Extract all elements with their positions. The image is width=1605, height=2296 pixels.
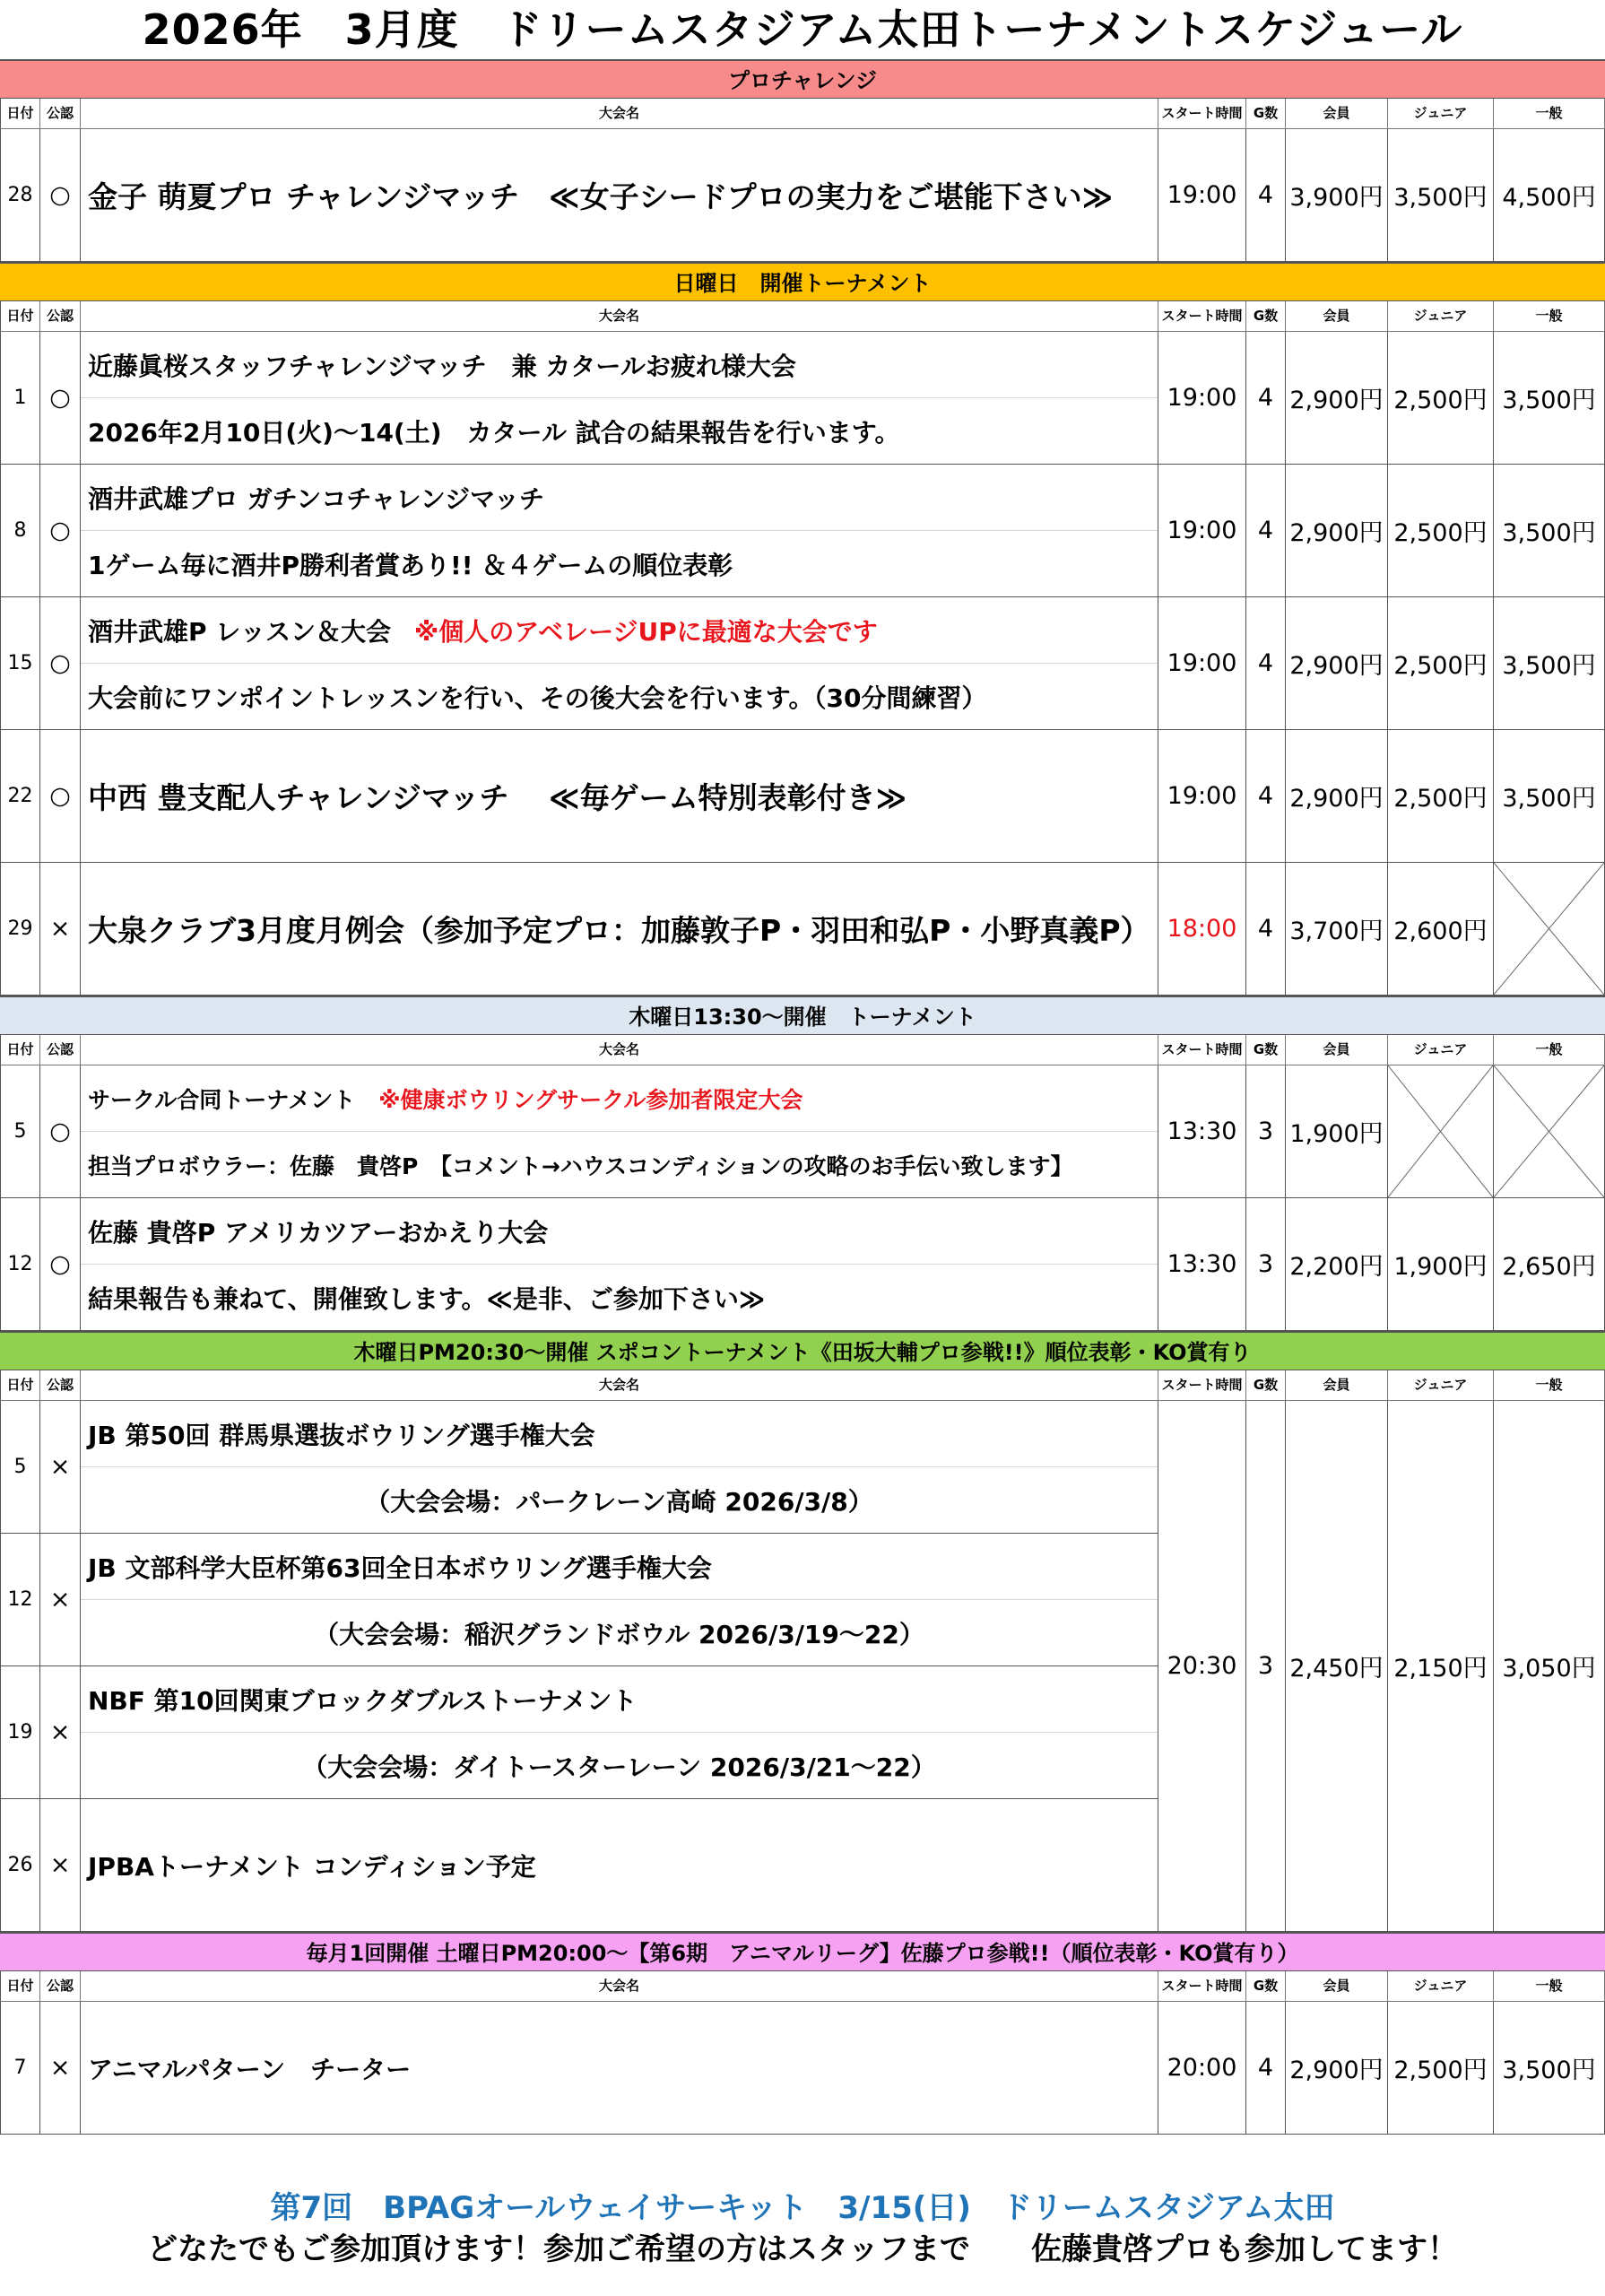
fee-general-na xyxy=(1494,863,1605,995)
event-text: 2026年2月10日(火)～14(土) カタール 試合の結果報告を行います。 xyxy=(88,417,900,448)
column-header-date: 日付 xyxy=(0,301,40,331)
fee-member: 2,900円 xyxy=(1286,332,1388,464)
column-header-date: 日付 xyxy=(0,1035,40,1065)
event-line xyxy=(81,663,1158,729)
column-header xyxy=(0,1971,1605,2002)
event-line xyxy=(81,863,1158,995)
section-banner: 毎月1回開催 土曜日PM20:00～【第6期 アニマルリーグ】佐藤プロ参戦!!（順位表彰・KO賞有り） xyxy=(0,1932,1605,1971)
public-mark: × xyxy=(40,1401,81,1533)
fee-member: 2,200円 xyxy=(1286,1198,1388,1330)
table-row xyxy=(0,1065,1605,1198)
event-name-cell xyxy=(81,1534,1158,1665)
fee-general: 3,500円 xyxy=(1494,332,1605,464)
column-header-general: 一般 xyxy=(1494,99,1605,128)
column-header-games: G数 xyxy=(1246,1035,1286,1065)
section-banner: プロチャレンジ xyxy=(0,59,1605,99)
event-text: サークル合同トーナメント xyxy=(88,1086,356,1113)
event-text: 佐藤 貴啓P アメリカツアーおかえり大会 xyxy=(88,1217,549,1248)
public-mark: × xyxy=(40,1534,81,1665)
column-header-start: スタート時間 xyxy=(1158,301,1246,331)
event-text: 1ゲーム毎に酒井P勝利者賞あり!! ＆４ゲームの順位表彰 xyxy=(88,550,733,580)
merged-games: 3 xyxy=(1246,1401,1286,1931)
column-header xyxy=(0,1035,1605,1065)
column-header-name: 大会名 xyxy=(81,301,1158,331)
event-line xyxy=(81,1799,1158,1931)
event-text: 金子 萌夏プロ チャレンジマッチ ≪女子シードプロの実力をご堪能下さい≫ xyxy=(88,179,1114,214)
table-row xyxy=(0,1198,1605,1331)
section-body xyxy=(0,332,1605,996)
event-name-cell xyxy=(81,129,1158,261)
column-header-start: スタート時間 xyxy=(1158,1035,1246,1065)
start-time: 18:00 xyxy=(1158,863,1246,995)
event-text: 大会前にワンポイントレッスンを行い、その後大会を行います。（30分間練習） xyxy=(88,683,987,713)
fee-junior-na xyxy=(1388,1065,1494,1197)
column-header-games: G数 xyxy=(1246,1370,1286,1400)
fee-general: 3,500円 xyxy=(1494,465,1605,596)
footer-line-2: どなたでもご参加頂けます！参加ご希望の方はスタッフまで 佐藤貴啓プロも参加してます！ xyxy=(147,2231,1458,2267)
date-cell: 19 xyxy=(0,1666,40,1798)
event-name-cell xyxy=(81,1401,1158,1533)
event-text: （大会会場：ダイトースターレーン 2026/3/21～22） xyxy=(302,1752,936,1782)
section-body xyxy=(0,1065,1605,1331)
fee-junior: 2,500円 xyxy=(1388,730,1494,862)
event-line xyxy=(81,1198,1158,1264)
event-text: 中西 豊支配人チャレンジマッチ ≪毎ゲーム特別表彰付き≫ xyxy=(88,780,907,815)
games-count: 4 xyxy=(1246,129,1286,261)
fee-member: 2,900円 xyxy=(1286,2002,1388,2134)
event-line xyxy=(81,1131,1158,1197)
event-line xyxy=(81,1599,1158,1665)
cross-mark-icon xyxy=(1494,1065,1604,1197)
event-line xyxy=(81,2002,1158,2134)
cross-mark-icon xyxy=(1494,863,1604,995)
event-text: 酒井武雄プロ ガチンコチャレンジマッチ xyxy=(88,483,544,514)
event-name-cell xyxy=(81,597,1158,729)
public-mark: ○ xyxy=(40,1065,81,1197)
column-header-games: G数 xyxy=(1246,1971,1286,2001)
event-name-cell xyxy=(81,1799,1158,1931)
event-name-cell xyxy=(81,1666,1158,1798)
fee-member: 2,900円 xyxy=(1286,465,1388,596)
event-text: JB 文部科学大臣杯第63回全日本ボウリング選手権大会 xyxy=(88,1552,712,1583)
games-count: 4 xyxy=(1246,332,1286,464)
public-mark: × xyxy=(40,1666,81,1798)
date-cell: 29 xyxy=(0,863,40,995)
column-header-general: 一般 xyxy=(1494,1035,1605,1065)
fee-member: 3,900円 xyxy=(1286,129,1388,261)
table-row xyxy=(0,2002,1605,2135)
event-text: （大会会場：稲沢グランドボウル 2026/3/19～22） xyxy=(314,1619,924,1649)
page-title: 2026年 3月度 ドリームスタジアム太田トーナメントスケジュール xyxy=(142,5,1463,54)
column-header-date: 日付 xyxy=(0,1971,40,2001)
event-text: 大泉クラブ3月度月例会（参加予定プロ：加藤敦子P・羽田和弘P・小野真義P） xyxy=(88,913,1150,948)
public-mark: ○ xyxy=(40,597,81,729)
event-name-cell xyxy=(81,465,1158,596)
column-header-start: スタート時間 xyxy=(1158,1971,1246,2001)
event-text: 結果報告も兼ねて、開催致します。≪是非、ご参加下さい≫ xyxy=(88,1283,766,1314)
fee-member: 1,900円 xyxy=(1286,1065,1388,1197)
public-mark: ○ xyxy=(40,332,81,464)
start-time: 19:00 xyxy=(1158,332,1246,464)
footer-line-1: 第7回 BPAGオールウェイサーキット 3/15(日) ドリームスタジアム太田 xyxy=(270,2190,1335,2226)
fee-member: 3,700円 xyxy=(1286,863,1388,995)
section-body xyxy=(0,2002,1605,2135)
fee-junior: 2,500円 xyxy=(1388,597,1494,729)
column-header-date: 日付 xyxy=(0,1370,40,1400)
public-mark: × xyxy=(40,2002,81,2134)
games-count: 4 xyxy=(1246,465,1286,596)
section-banner: 日曜日 開催トーナメント xyxy=(0,262,1605,301)
fee-junior: 2,500円 xyxy=(1388,465,1494,596)
cross-mark-icon xyxy=(1388,1065,1493,1197)
date-cell: 28 xyxy=(0,129,40,261)
date-cell: 22 xyxy=(0,730,40,862)
event-line xyxy=(81,597,1158,663)
event-line xyxy=(81,1401,1158,1466)
fee-junior: 2,600円 xyxy=(1388,863,1494,995)
event-line xyxy=(81,530,1158,596)
event-name-cell xyxy=(81,863,1158,995)
start-time: 19:00 xyxy=(1158,129,1246,261)
event-name-cell xyxy=(81,332,1158,464)
fee-general: 2,650円 xyxy=(1494,1198,1605,1330)
start-time: 13:30 xyxy=(1158,1198,1246,1330)
column-header-public: 公認 xyxy=(40,1035,81,1065)
column-header xyxy=(0,1370,1605,1401)
date-cell: 7 xyxy=(0,2002,40,2134)
merged-start: 20:30 xyxy=(1158,1401,1246,1931)
start-time: 13:30 xyxy=(1158,1065,1246,1197)
date-cell: 5 xyxy=(0,1401,40,1533)
column-header-name: 大会名 xyxy=(81,1370,1158,1400)
event-line xyxy=(81,1065,1158,1131)
column-header-junior: ジュニア xyxy=(1388,1971,1494,2001)
merged-general: 3,050円 xyxy=(1494,1401,1605,1931)
table-row xyxy=(0,730,1605,863)
games-count: 3 xyxy=(1246,1065,1286,1197)
column-header-member: 会員 xyxy=(1286,1971,1388,2001)
fee-general: 3,500円 xyxy=(1494,597,1605,729)
event-text: アニマルパターン チーター xyxy=(88,2054,412,2084)
event-line xyxy=(81,1534,1158,1599)
date-cell: 12 xyxy=(0,1198,40,1330)
date-cell: 1 xyxy=(0,332,40,464)
public-mark: ○ xyxy=(40,129,81,261)
section-body xyxy=(0,129,1605,262)
start-time: 19:00 xyxy=(1158,730,1246,862)
column-header-general: 一般 xyxy=(1494,301,1605,331)
event-text: 担当プロボウラー：佐藤 貴啓P 【コメント→ハウスコンディションの攻略のお手伝い致します】 xyxy=(88,1152,1073,1179)
column-header-name: 大会名 xyxy=(81,1035,1158,1065)
event-line xyxy=(81,1666,1158,1732)
column-header-start: スタート時間 xyxy=(1158,1370,1246,1400)
start-time: 19:00 xyxy=(1158,597,1246,729)
public-mark: ○ xyxy=(40,465,81,596)
start-time: 19:00 xyxy=(1158,465,1246,596)
column-header-member: 会員 xyxy=(1286,1035,1388,1065)
event-text: NBF 第10回関東ブロックダブルストーナメント xyxy=(88,1685,638,1716)
event-line xyxy=(81,1466,1158,1533)
games-count: 4 xyxy=(1246,2002,1286,2134)
fee-member: 2,900円 xyxy=(1286,730,1388,862)
event-line xyxy=(81,397,1158,464)
public-mark: × xyxy=(40,1799,81,1931)
event-text: 酒井武雄P レッスン＆大会 xyxy=(88,616,391,647)
table-row xyxy=(0,129,1605,262)
footer xyxy=(0,2188,1605,2271)
event-name-cell xyxy=(81,1198,1158,1330)
fee-general: 3,500円 xyxy=(1494,2002,1605,2134)
table-row xyxy=(0,465,1605,597)
column-header-public: 公認 xyxy=(40,99,81,128)
date-cell: 5 xyxy=(0,1065,40,1197)
schedule-table xyxy=(0,59,1605,2135)
column-header-public: 公認 xyxy=(40,301,81,331)
merged-member: 2,450円 xyxy=(1286,1401,1388,1931)
event-text: 近藤眞桜スタッフチャレンジマッチ 兼 カタールお疲れ様大会 xyxy=(88,351,796,381)
fee-general: 4,500円 xyxy=(1494,129,1605,261)
merged-junior: 2,150円 xyxy=(1388,1401,1494,1931)
column-header-general: 一般 xyxy=(1494,1971,1605,2001)
column-header-date: 日付 xyxy=(0,99,40,128)
event-name-cell xyxy=(81,2002,1158,2134)
column-header-member: 会員 xyxy=(1286,301,1388,331)
column-header-name: 大会名 xyxy=(81,1971,1158,2001)
column-header-name: 大会名 xyxy=(81,99,1158,128)
event-name-cell xyxy=(81,730,1158,862)
event-line xyxy=(81,129,1158,261)
event-text: （大会会場：パークレーン高崎 2026/3/8） xyxy=(365,1486,873,1517)
games-count: 4 xyxy=(1246,597,1286,729)
games-count: 4 xyxy=(1246,730,1286,862)
fee-member: 2,900円 xyxy=(1286,597,1388,729)
table-row xyxy=(0,332,1605,465)
event-name-cell xyxy=(81,1065,1158,1197)
fee-junior: 2,500円 xyxy=(1388,332,1494,464)
column-header-member: 会員 xyxy=(1286,1370,1388,1400)
event-note: ※個人のアベレージUPに最適な大会です xyxy=(414,616,878,647)
public-mark: ○ xyxy=(40,730,81,862)
fee-general-na xyxy=(1494,1065,1605,1197)
table-row xyxy=(0,597,1605,730)
event-note: ※健康ボウリングサークル参加者限定大会 xyxy=(378,1086,803,1113)
public-mark: × xyxy=(40,863,81,995)
date-cell: 8 xyxy=(0,465,40,596)
public-mark: ○ xyxy=(40,1198,81,1330)
start-time: 20:00 xyxy=(1158,2002,1246,2134)
event-line xyxy=(81,730,1158,862)
section-banner: 木曜日PM20:30～開催 スポコントーナメント《田坂大輔プロ参戦!!》順位表彰・KO賞有り xyxy=(0,1331,1605,1370)
section-body xyxy=(0,1401,1605,1932)
games-count: 3 xyxy=(1246,1198,1286,1330)
event-line xyxy=(81,1264,1158,1330)
event-line xyxy=(81,1732,1158,1798)
date-cell: 26 xyxy=(0,1799,40,1931)
column-header-member: 会員 xyxy=(1286,99,1388,128)
column-header-games: G数 xyxy=(1246,301,1286,331)
column-header-public: 公認 xyxy=(40,1971,81,2001)
column-header-junior: ジュニア xyxy=(1388,301,1494,331)
event-text: JB 第50回 群馬県選抜ボウリング選手権大会 xyxy=(88,1420,595,1450)
date-cell: 12 xyxy=(0,1534,40,1665)
fee-junior: 2,500円 xyxy=(1388,2002,1494,2134)
event-line xyxy=(81,465,1158,530)
date-cell: 15 xyxy=(0,597,40,729)
section-banner: 木曜日13:30～開催 トーナメント xyxy=(0,996,1605,1035)
column-header-general: 一般 xyxy=(1494,1370,1605,1400)
event-line xyxy=(81,332,1158,397)
column-header-start: スタート時間 xyxy=(1158,99,1246,128)
fee-general: 3,500円 xyxy=(1494,730,1605,862)
column-header-junior: ジュニア xyxy=(1388,1370,1494,1400)
table-row xyxy=(0,863,1605,996)
column-header-public: 公認 xyxy=(40,1370,81,1400)
column-header xyxy=(0,99,1605,129)
fee-junior: 3,500円 xyxy=(1388,129,1494,261)
column-header xyxy=(0,301,1605,332)
fee-junior: 1,900円 xyxy=(1388,1198,1494,1330)
column-header-junior: ジュニア xyxy=(1388,1035,1494,1065)
games-count: 4 xyxy=(1246,863,1286,995)
column-header-junior: ジュニア xyxy=(1388,99,1494,128)
column-header-games: G数 xyxy=(1246,99,1286,128)
event-text: JPBAトーナメント コンディション予定 xyxy=(88,1851,536,1882)
